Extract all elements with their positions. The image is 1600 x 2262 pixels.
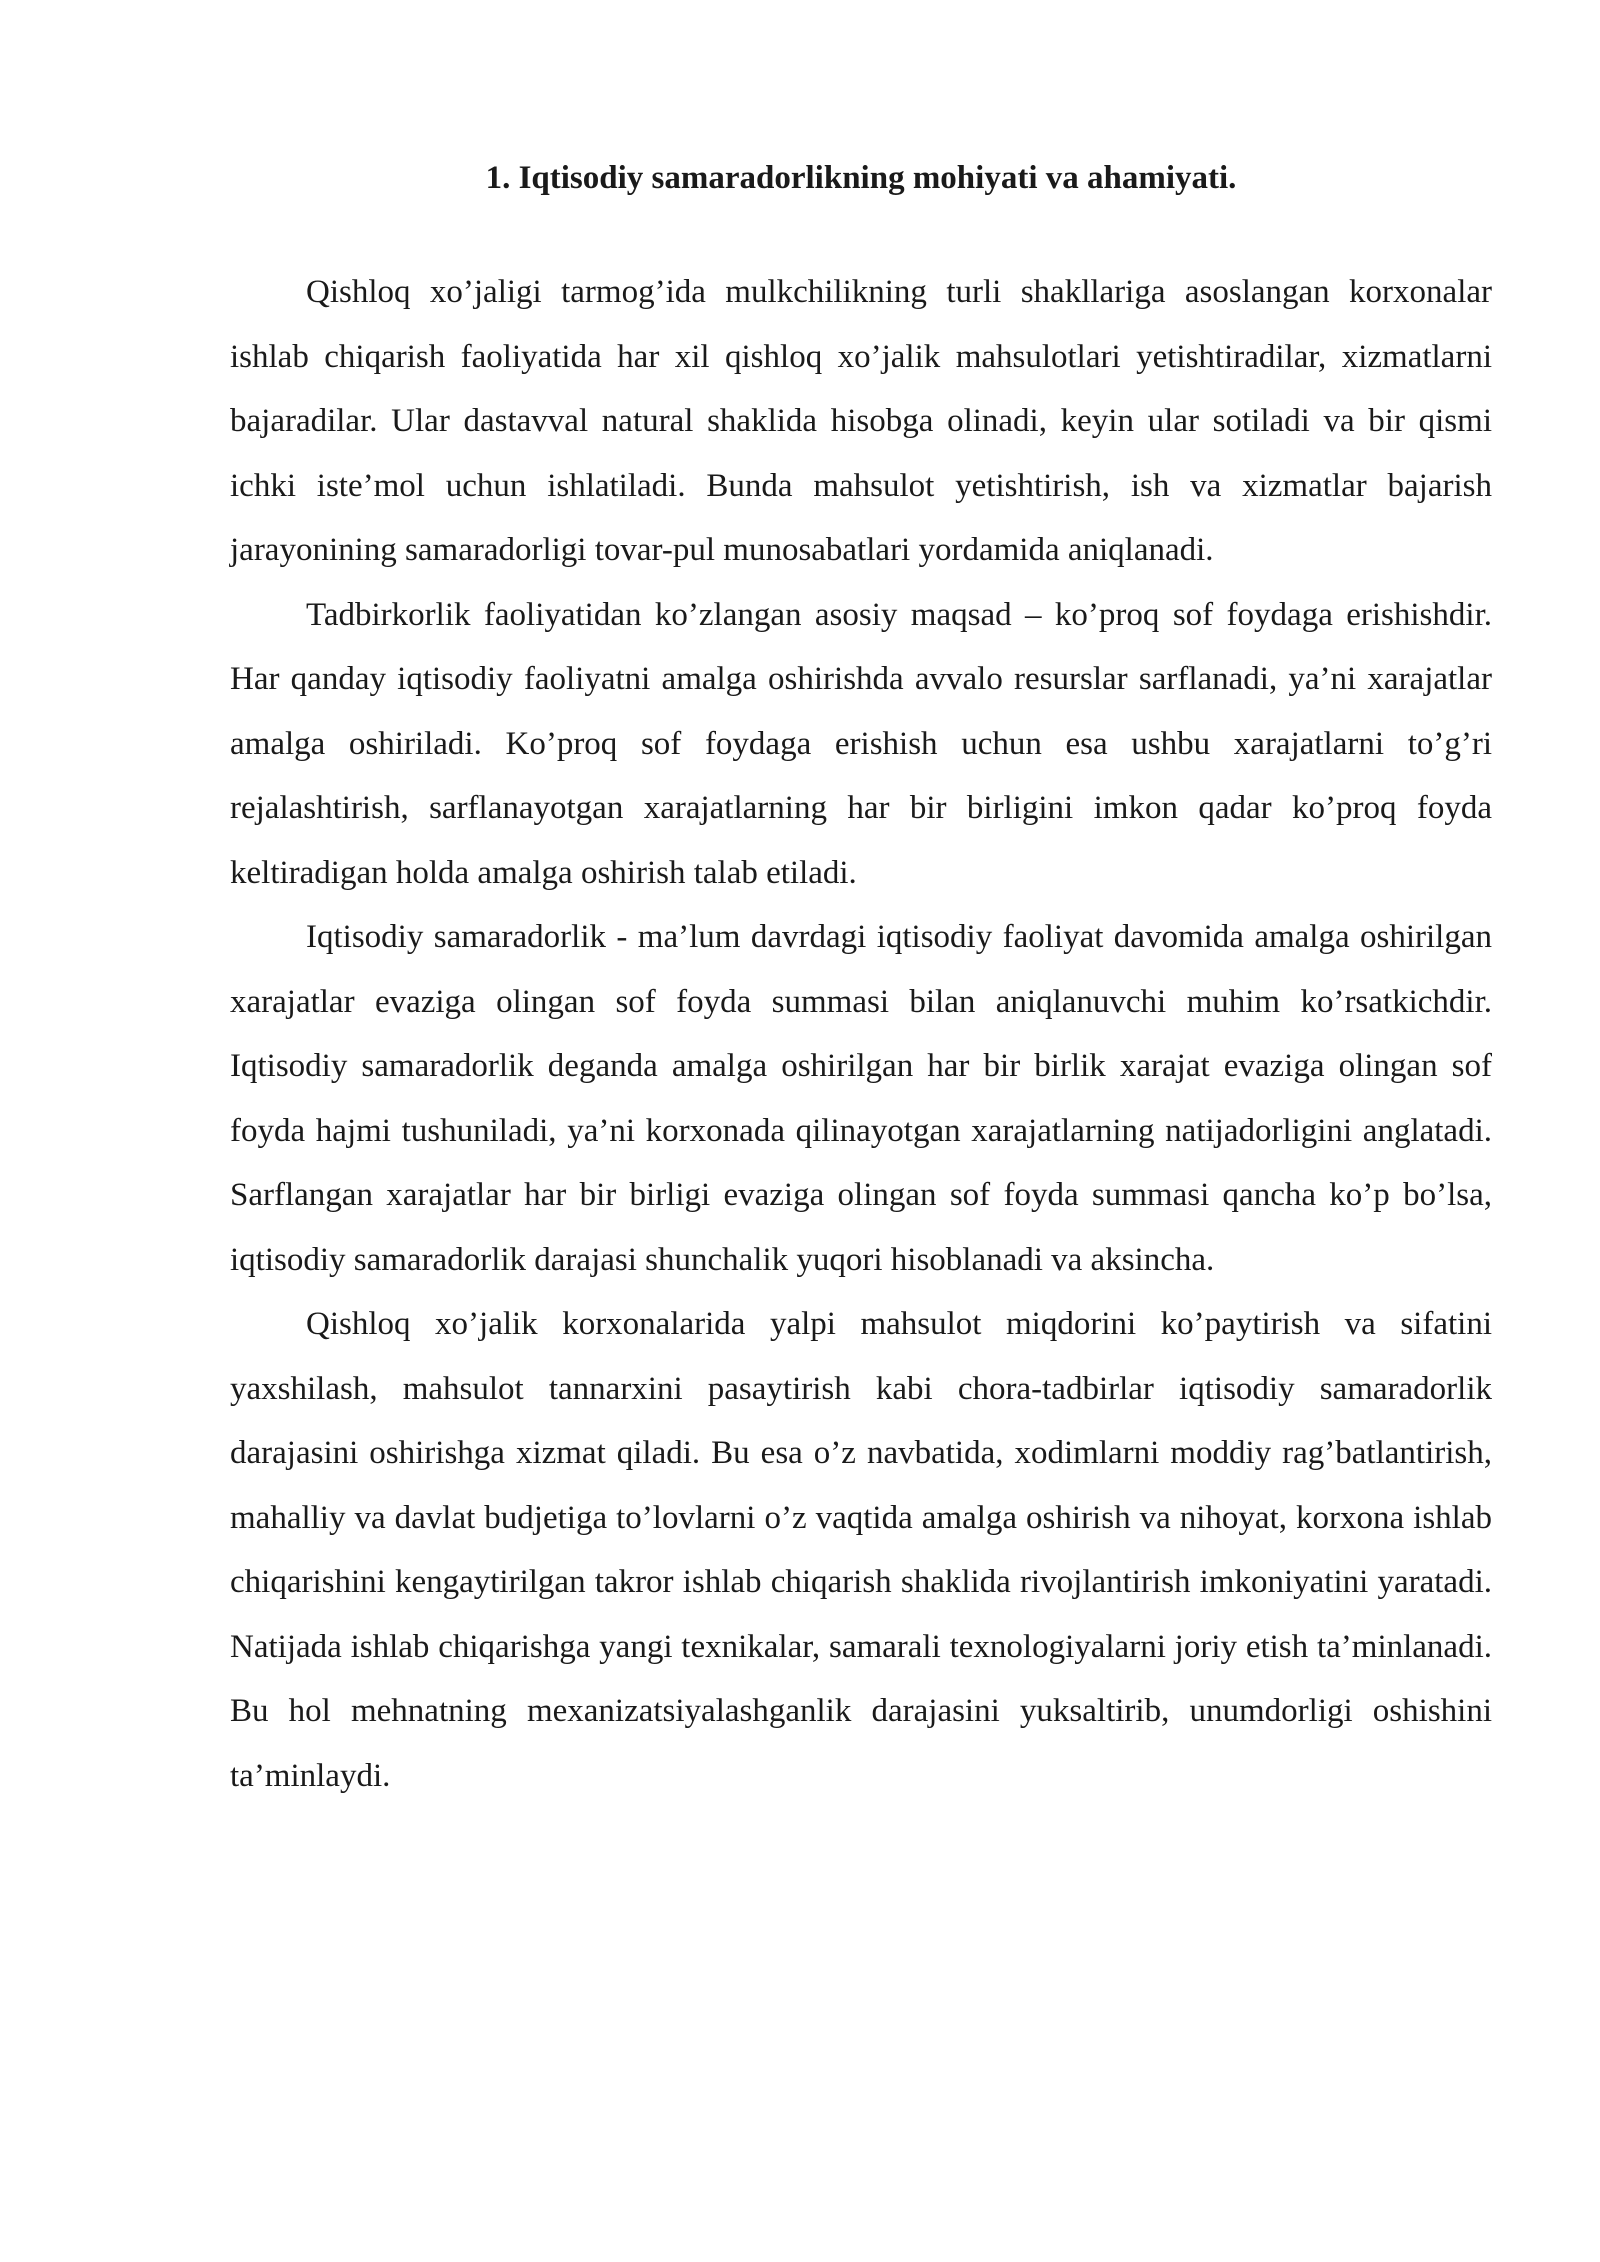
paragraph-4: Qishloq xo’jalik korxonalarida yalpi mahsulot miqdorini ko’paytirish va sifatini yaxshilash, mahsulot tannarxini pasaytirish kabi chora-tadbirlar iqtisodiy samaradorlik darajasini oshirishga xizmat qiladi. Bu esa o’z navbatida, xodimlarni moddiy rag’batlantirish, mahalliy va davlat budjetiga to’lovlarni o’z vaqtida amalga oshirish va nihoyat, korxona ishlab chiqarishini kengaytirilgan takror ishlab chiqarish shaklida rivojlantirish imkoniyatini yaratadi. Natijada ishlab chiqarishga yangi texnikalar, samarali texnologiyalarni joriy etish ta’minlanadi. Bu hol mehnatning mexanizatsiyalashganlik darajasini yuksaltirib, unumdorligi oshishini ta’minlaydi. <box>230 1306 1492 1794</box>
section-title: 1. Iqtisodiy samaradorlikning mohiyati va ahamiyati. <box>485 160 1237 196</box>
document-body <box>230 148 1492 1808</box>
paragraph-2: Tadbirkorlik faoliyatidan ko’zlangan asosiy maqsad – ko’proq sof foydaga erishishdir. Har qanday iqtisodiy faoliyatni amalga oshirishda avvalo resurslar sarflanadi, ya’ni xarajatlar amalga oshiriladi. Ko’proq sof foydaga erishish uchun esa ushbu xarajatlarni to’g’ri rejalashtirish, sarflanayotgan xarajatlarning har bir birligini imkon qadar ko’proq foyda keltiradigan holda amalga oshirish talab etiladi. <box>230 596 1492 891</box>
paragraph-1: Qishloq xo’jaligi tarmog’ida mulkchilikning turli shakllariga asoslangan korxonalar ishlab chiqarish faoliyatida har xil qishloq xo’jalik mahsulotlari yetishtiradilar, xizmatlarni bajaradilar. Ular dastavval natural shaklida hisobga olinadi, keyin ular sotiladi va bir qismi ichki iste’mol uchun ishlatiladi. Bunda mahsulot yetishtirish, ish va xizmatlar bajarish jarayonining samaradorligi tovar-pul munosabatlari yordamida aniqlanadi. <box>230 274 1492 568</box>
paragraph-3: Iqtisodiy samaradorlik - ma’lum davrdagi iqtisodiy faoliyat davomida amalga oshirilgan xarajatlar evaziga olingan sof foyda summasi bilan aniqlanuvchi muhim ko’rsatkichdir. Iqtisodiy samaradorlik deganda amalga oshirilgan har bir birlik xarajat evaziga olingan sof foyda hajmi tushuniladi, ya’ni korxonada qilinayotgan xarajatlarning natijadorligini anglatadi. Sarflangan xarajatlar har bir birligi evaziga olingan sof foyda summasi qancha ko’p bo’lsa, iqtisodiy samaradorlik darajasi shunchalik yuqori hisoblanadi va aksincha. <box>230 919 1492 1278</box>
